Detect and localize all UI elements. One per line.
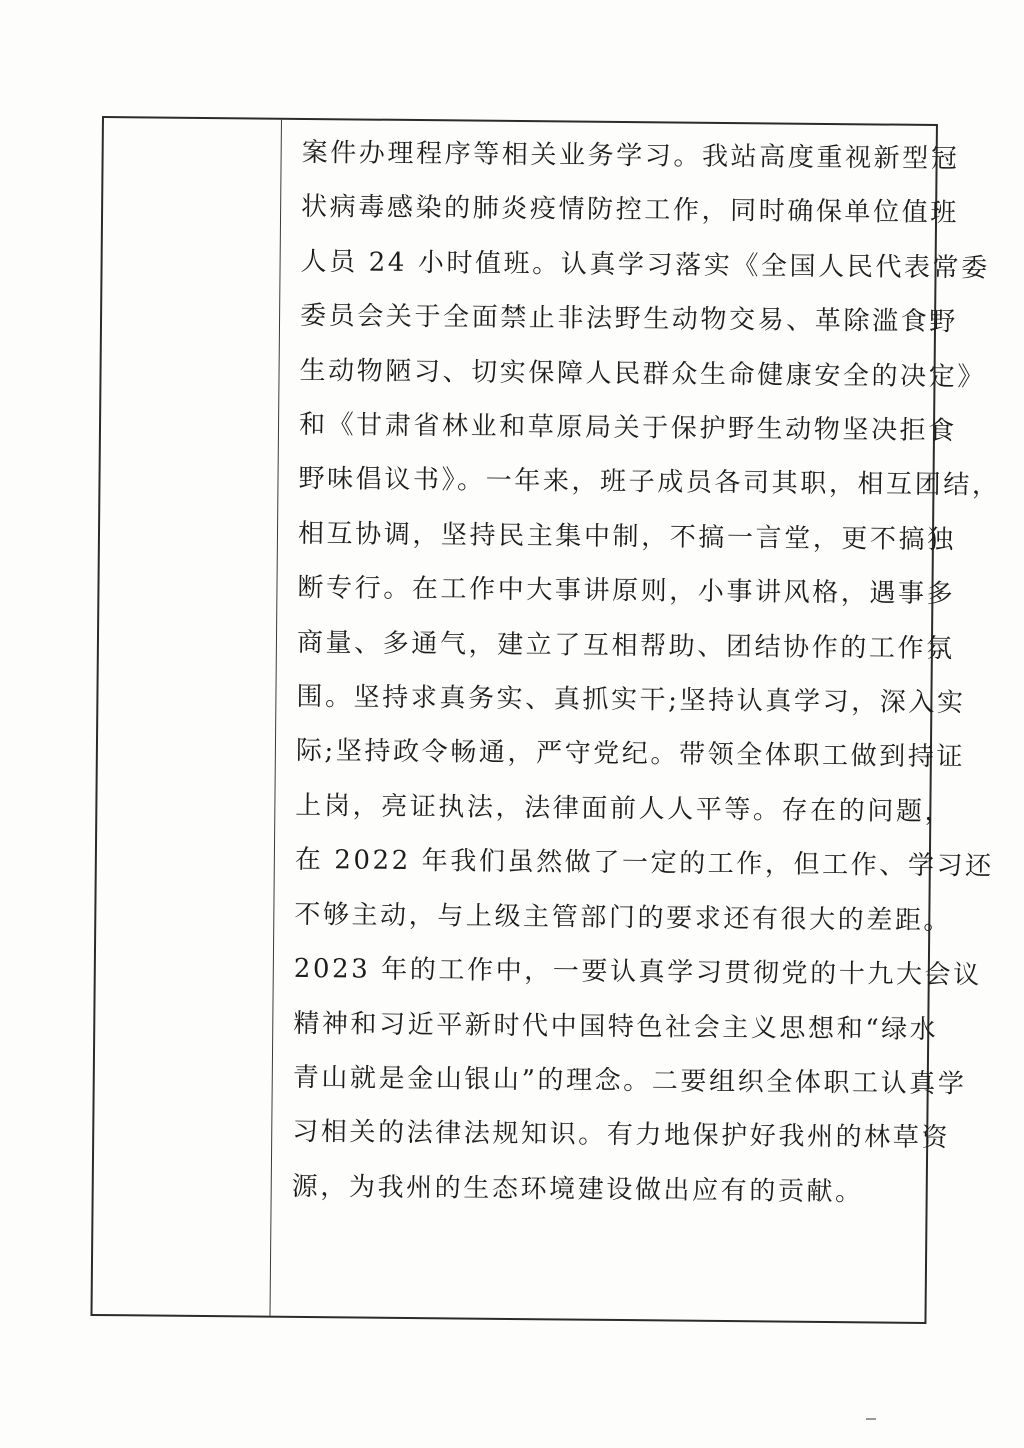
text-line: 上岗，亮证执法，法律面前人人平等。存在的问题， [295, 790, 954, 828]
text-line: 在 2022 年我们虽然做了一定的工作，但工作、学习还 [294, 845, 994, 882]
text-line: 不够主动，与上级主管部门的要求还有很大的差距。 [294, 899, 953, 936]
text-line: 案件办理程序等相关业务学习。我站高度重视新型冠 [301, 137, 960, 175]
scan-speck [866, 1418, 876, 1420]
text-line: 围。坚持求真务实、真抓实干;坚持认真学习，深入实 [296, 681, 966, 719]
text-line: 相互协调，坚持民主集中制，不搞一言堂，更不搞独 [297, 518, 956, 556]
report-table [90, 116, 1001, 1324]
text-line: 青山就是金山银山”的理念。二要组织全体职工认真学 [292, 1062, 967, 1100]
text-line: 2023 年的工作中，一要认真学习贯彻党的十九大会议 [293, 953, 982, 991]
text-line: 际;坚持政令畅通，严守党纪。带领全体职工做到持证 [295, 736, 966, 773]
text-line: 生动物陋习、切实保障人民群众生命健康安全的决定》 [299, 355, 987, 393]
text-line: 习相关的法律法规知识。有力地保护好我州的林草资 [292, 1117, 951, 1154]
text-line: 野味倡议书》。一年来，班子成员各司其职，相互团结， [298, 464, 1001, 502]
table-content-cell [270, 120, 1001, 1322]
text-line: 和《甘肃省林业和草原局关于保护野生动物坚决拒食 [298, 409, 957, 447]
text-line: 商量、多通气，建立了互相帮助、团结协作的工作氛 [296, 627, 955, 664]
table-label-cell [93, 118, 282, 1316]
text-line: 源，为我州的生态环境建设做出应有的贡献。 [291, 1171, 864, 1208]
text-line: 断专行。在工作中大事讲原则，小事讲风格，遇事多 [297, 573, 956, 610]
text-line: 精神和习近平新时代中国特色社会主义思想和“绿水 [293, 1008, 939, 1045]
text-line: 状病毒感染的肺炎疫情防控工作，同时确保单位值班 [300, 192, 960, 229]
text-line: 人员 24 小时值班。认真学习落实《全国人民代表常委 [300, 246, 990, 284]
text-line: 委员会关于全面禁止非法野生动物交易、革除滥食野 [299, 301, 959, 338]
